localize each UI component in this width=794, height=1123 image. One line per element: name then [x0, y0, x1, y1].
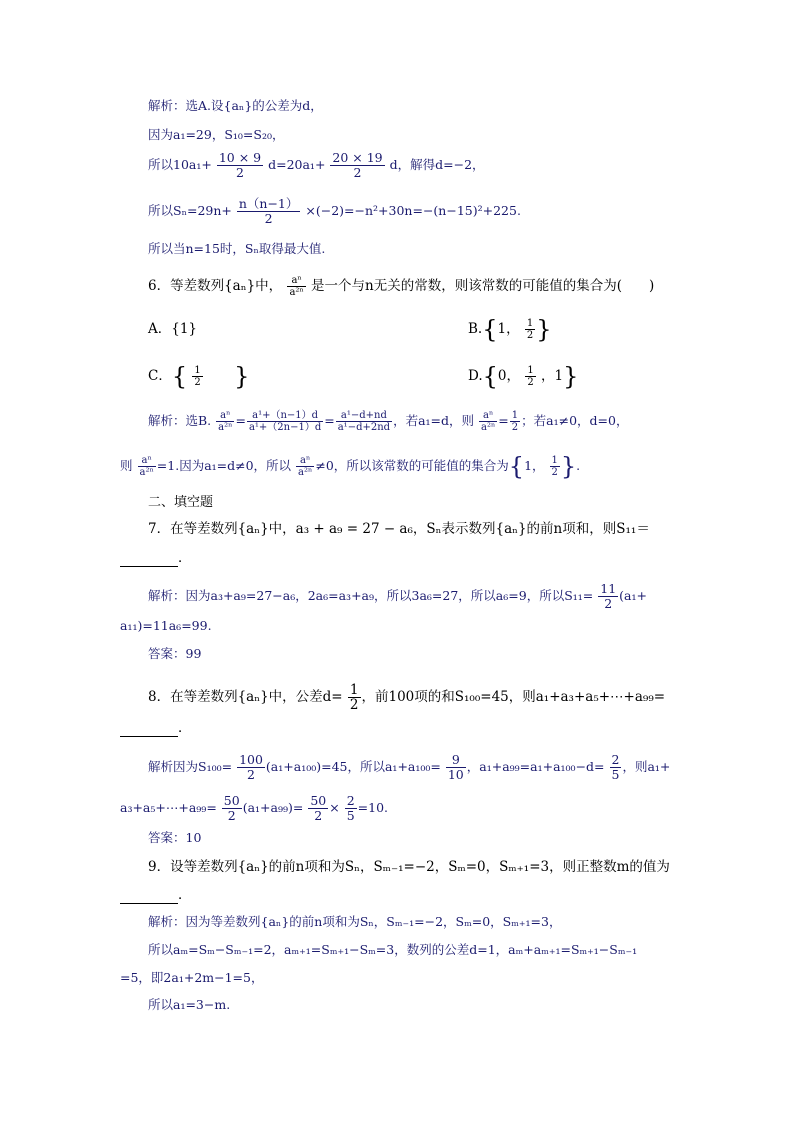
q6-option-d: D.{0， $\frac{1}{2}$ ，1} — [468, 362, 579, 391]
q7-answer: 答案：99 — [148, 646, 202, 661]
answer-blank — [120, 722, 178, 737]
q6-option-b: B.{1， $\frac{1}{2}$ } — [468, 315, 552, 344]
q9-solution-line-2: 所以aₘ=Sₘ−Sₘ₋₁=2，aₘ₊₁=Sₘ₊₁−Sₘ=3，数列的公差d=1，aₘ+aₘ₊₁=Sₘ₊₁−Sₘ₋₁ — [148, 942, 638, 957]
q6-solution-line-1: 解析：选B. $\frac{\text{aⁿ}}{\text{a²ⁿ}}$ = $\frac{\text{a¹+（n−1）d}}{\text{a¹+（2n−1）d}}$ = $\frac{\text{a¹−d+nd}}{\text{a¹−d+2nd}}$ ，若a₁=d，则 $\frac{\text{aⁿ}}{\text{a²ⁿ}}$ = $\frac{1}{2}$ ；若a₁≠0，d=0， — [148, 410, 629, 433]
q9-solution-line-1: 解析：因为等差数列{aₙ}的前n项和为Sₙ，Sₘ₋₁=−2，Sₘ=0，Sₘ₊₁=3， — [148, 914, 562, 929]
q7-stem-line-2: ． — [120, 549, 192, 567]
fraction: $\frac{20 \times 19}{2}$ — [332, 150, 383, 180]
q8-stem-line-2: ． — [120, 719, 192, 737]
q8-solution-line-1: 解析因为S₁₀₀= $\frac{100}{2}$ (a₁+a₁₀₀)=45，所以a₁+a₁₀₀= $\frac{9}{10}$ ，a₁+a₉₉=a₁+a₁₀₀−d= $\frac{2}{5}$ ，则a₁+ — [148, 752, 671, 782]
q9-stem-line-2: ． — [120, 886, 192, 904]
fraction: $\frac{\text{a¹+（n−1）d}}{\text{a¹+（2n−1）d}}$ — [248, 410, 322, 433]
fraction: $\frac{50}{2}$ — [223, 793, 240, 823]
q9-solution-line-4: 所以a₁=3−m. — [148, 997, 231, 1012]
section-heading: 二、填空题 — [148, 495, 214, 510]
fraction: $\frac{\text{aⁿ}}{\text{a²ⁿ}}$ — [298, 455, 313, 478]
fraction: $\frac{1}{2}$ — [349, 682, 359, 713]
q6-option-a: A．{1} — [148, 321, 198, 337]
q9-stem-line-1: 9．设等差数列{aₙ}的前n项和为Sₙ，Sₘ₋₁=−2，Sₘ=0，Sₘ₊₁=3，则正整数m的值为 — [148, 859, 670, 875]
fraction: $\frac{\text{aⁿ}}{\text{a²ⁿ}}$ — [481, 410, 496, 433]
fraction: $\frac{9}{10}$ — [447, 752, 464, 782]
fraction: $\frac{\text{aⁿ}}{\text{a²ⁿ}}$ — [289, 275, 304, 298]
q7-stem-line-1: 7．在等差数列{aₙ}中，a₃ + a₉ = 27 − a₆，Sₙ表示数列{aₙ}的前n项和，则S₁₁＝ — [148, 521, 650, 537]
fraction: $\frac{2}{5}$ — [611, 752, 620, 782]
p5-solution-line-5: 所以当n=15时，Sₙ取得最大值. — [148, 241, 326, 256]
fraction: $\frac{1}{2}$ — [527, 365, 534, 388]
q6-stem: 6．等差数列{aₙ}中， $\frac{\text{aⁿ}}{\text{a²ⁿ}}$ 是一个与n无关的常数，则该常数的可能值的集合为( ) — [148, 275, 655, 298]
p5-solution-line-1: 解析：选A.设{aₙ}的公差为d， — [148, 98, 323, 113]
fraction: $\frac{1}{2}$ — [526, 318, 534, 341]
answer-blank — [120, 552, 178, 567]
q7-solution-line-2: a₁₁)=11a₆=99. — [120, 618, 212, 633]
q8-stem-line-1: 8．在等差数列{aₙ}中，公差d= $\frac{1}{2}$ ，前100项的和S₁₀₀=45，则a₁+a₃+a₅+⋯+a₉₉= — [148, 682, 666, 713]
fraction: $\frac{10 \times 9}{2}$ — [218, 150, 262, 180]
answer-blank — [120, 889, 178, 904]
q9-solution-line-3: =5，即2a₁+2m−1=5， — [120, 970, 264, 985]
fraction: $\frac{\text{a¹−d+nd}}{\text{a¹−d+2nd}}$ — [337, 410, 391, 433]
p5-solution-line-2: 因为a₁=29，S₁₀=S₂₀， — [148, 127, 285, 142]
p5-solution-line-4: 所以Sₙ=29n+ $\frac{n(n-1)}{2}$ ×(−2)=−n²+30n=−(n−15)²+225. — [148, 196, 521, 226]
fraction: $\frac{1}{2}$ — [551, 455, 558, 478]
fraction: $\frac{1}{2}$ — [511, 410, 519, 433]
q6-option-c: C．{ $\frac{1}{2}$ } — [148, 362, 250, 391]
q8-solution-line-2: a₃+a₅+⋯+a₉₉= $\frac{50}{2}$ (a₁+a₉₉)= $\frac{50}{2}$ × $\frac{2}{5}$ =10. — [120, 793, 388, 823]
q7-solution-line-1: 解析：因为a₃+a₉=27−a₆，2a₆=a₃+a₉，所以3a₆=27，所以a₆=9，所以S₁₁= $\frac{11}{2}$ (a₁+ — [148, 581, 647, 611]
q8-answer: 答案：10 — [148, 830, 202, 845]
p5-solution-line-3: 所以10a₁+ $\frac{10 \times 9}{2}$ d=20a₁+ $\frac{20 \times 19}{2}$ d，解得d=−2， — [148, 150, 485, 180]
fraction: $\frac{100}{2}$ — [239, 752, 263, 782]
fraction: $\frac{1}{2}$ — [194, 365, 201, 388]
q6-solution-line-2: 则 $\frac{\text{aⁿ}}{\text{a²ⁿ}}$ =1.因为a₁=d≠0，所以 $\frac{\text{aⁿ}}{\text{a²ⁿ}}$ ≠0，所以该常数的可能值的集合为{1， $\frac{1}{2}$ }. — [120, 452, 581, 481]
fraction: $\frac{11}{2}$ — [600, 581, 617, 611]
fraction: $\frac{2}{5}$ — [346, 793, 355, 823]
fraction: $\frac{\text{aⁿ}}{\text{a²ⁿ}}$ — [218, 410, 233, 433]
fraction: $\frac{\text{aⁿ}}{\text{a²ⁿ}}$ — [139, 455, 154, 478]
fraction: $\frac{n(n-1)}{2}$ — [238, 196, 299, 226]
fraction: $\frac{50}{2}$ — [310, 793, 327, 823]
